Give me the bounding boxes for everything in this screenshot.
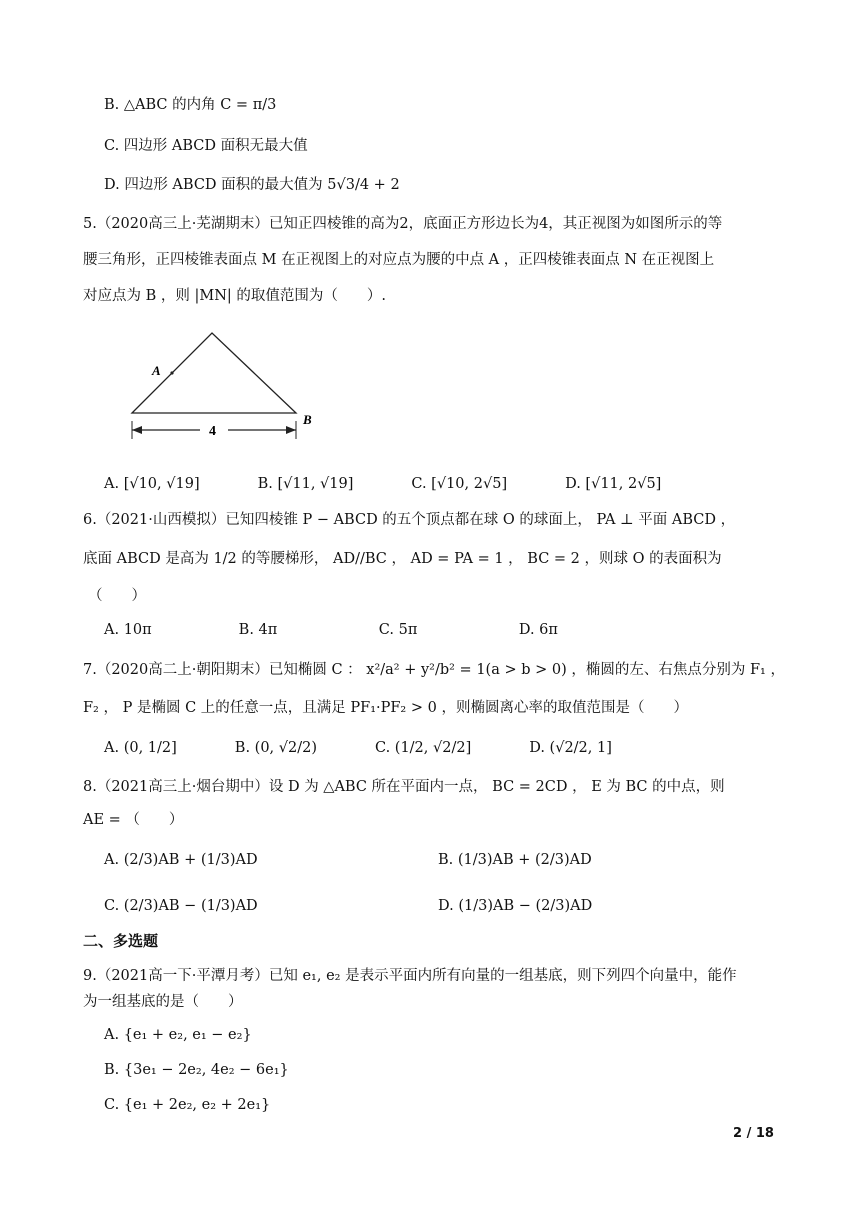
point-a-dot <box>170 371 173 374</box>
q9-opt-a: A. {e₁ + e₂, e₁ − e₂} <box>104 1027 252 1043</box>
q8-stem-2: AE = （ ） <box>83 812 184 828</box>
q9-stem-1: 9.（2021高一下·平潭月考）已知 e₁, e₂ 是表示平面内所有向量的一组基底，则下列四个向量中，能作 <box>83 968 737 984</box>
q5-opts: A. [√10, √19] B. [√11, √19] C. [√10, 2√5] D. [√11, 2√5] <box>104 476 662 492</box>
q6-stem-3: （ ） <box>88 588 146 604</box>
q9-stem-2: 为一组基底的是（ ） <box>83 994 243 1010</box>
dim-arrow-right <box>286 426 296 434</box>
q8-opt-a: A. (2/3)AB + (1/3)AD <box>104 852 258 868</box>
q5-stem-2: 腰三角形，正四棱锥表面点 M 在正视图上的对应点为腰的中点 A ，正四棱锥表面点 N 在正视图上 <box>83 252 715 268</box>
q7-stem-2: F₂ ， P 是椭圆 C 上的任意一点，且满足 PF₁·PF₂ > 0 ，则椭圆离心率的取值范围是（ ） <box>83 700 688 716</box>
q4-opt-c: C. 四边形 ABCD 面积无最大值 <box>104 138 308 154</box>
q8-opt-d: D. (1/3)AB − (2/3)AD <box>438 898 593 914</box>
q5-front-view-figure <box>120 325 320 445</box>
q7-opts: A. (0, 1/2] B. (0, √2/2) C. (1/2, √2/2] D. (√2/2, 1] <box>104 740 612 756</box>
section-title: 二、多选题 <box>83 932 159 950</box>
label-b: B <box>303 412 312 427</box>
q9-opt-b: B. {3e₁ − 2e₂, 4e₂ − 6e₁} <box>104 1062 289 1078</box>
q8-opt-b: B. (1/3)AB + (2/3)AD <box>438 852 592 868</box>
q4-opt-b: B. △ABC 的内角 C = π/3 <box>104 97 277 113</box>
q5-stem-3: 对应点为 B ，则 |MN| 的取值范围为（ ）. <box>83 288 387 304</box>
q4-opt-d: D. 四边形 ABCD 面积的最大值为 5√3/4 + 2 <box>104 177 400 193</box>
label-a: A <box>152 363 161 378</box>
q9-opt-c: C. {e₁ + 2e₂, e₂ + 2e₁} <box>104 1097 271 1113</box>
q7-stem-1: 7.（2020高二上·朝阳期末）已知椭圆 C ： x²/a² + y²/b² = 1(a > b > 0) ，椭圆的左、右焦点分别为 F₁ ， <box>83 662 785 678</box>
q6-stem-2: 底面 ABCD 是高为 1/2 的等腰梯形， AD//BC ， AD = PA = 1 ， BC = 2 ，则球 O 的表面积为 <box>83 551 722 567</box>
q5-stem-1: 5.（2020高三上·芜湖期末）已知正四棱锥的高为2，底面正方形边长为4，其正视图为如图所示的等 <box>83 216 723 232</box>
dim-arrow-left <box>132 426 142 434</box>
q8-stem-1: 8.（2021高三上·烟台期中）设 D 为 △ABC 所在平面内一点， BC = 2CD ， E 为 BC 的中点，则 <box>83 779 725 795</box>
q8-opt-c: C. (2/3)AB − (1/3)AD <box>104 898 258 914</box>
page-number: 2 / 18 <box>733 1126 774 1141</box>
q6-stem-1: 6.（2021·山西模拟）已知四棱锥 P − ABCD 的五个顶点都在球 O 的球面上， PA ⊥ 平面 ABCD ， <box>83 512 736 528</box>
q6-opts: A. 10π B. 4π C. 5π D. 6π <box>104 622 558 638</box>
dim-label: 4 <box>209 424 216 439</box>
